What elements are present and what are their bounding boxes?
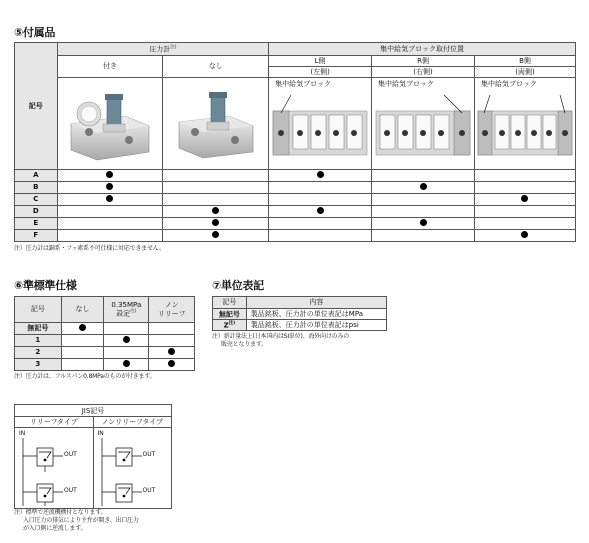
filled-dot-icon [420,183,427,190]
manifold-l-side-image [269,78,372,170]
unit-content: 製品銘板、圧力計の単位表記はMPa [246,309,386,320]
row-code: E [15,218,58,230]
filled-dot-icon [317,171,324,178]
table-cell [163,206,269,218]
unit-col-content: 内容 [246,297,386,309]
jis-note: 注）標準で逆流機構付となります。 入口圧力の排気により主弁が開き、出口圧力 が入口側に逆流します。 [14,509,139,533]
row-code: B [15,182,58,194]
filled-dot-icon [521,231,528,238]
table-cell [104,347,149,359]
row-code: 2 [15,347,62,359]
table-cell [57,218,163,230]
table-cell [372,182,475,194]
block-callout-b: 集中給気ブロック [480,80,537,89]
filled-dot-icon [106,195,113,202]
jis-nonrelief-symbol: IN OUT OUT [94,428,172,508]
block-position-header: 集中給気ブロック取付位置 [269,43,576,56]
row-code: $Z^{注)}$ [213,320,247,331]
kigou-header: 記号 [15,43,58,170]
std-col-nonrelief: ノン リリーフ [149,297,195,323]
std-col-code: 記号 [15,297,62,323]
row-code: D [15,206,58,218]
standard-table [14,296,195,371]
table-row [15,206,576,218]
block-callout-l: 集中給気ブロック [275,80,331,89]
table-row [15,323,195,335]
manifold-r-side-image [372,78,475,170]
regulator-without-gauge-image [163,78,269,170]
table-cell [269,218,372,230]
table-cell [57,182,163,194]
row-code: 無記号 [15,323,62,335]
col-b-side: B側 [474,56,575,67]
accessories-note: 注）圧力計は銅系・フッ素系不可仕様に対応できません。 [14,245,165,252]
gauge-header: 圧力計$^{注)}$ [57,43,269,56]
table-cell [57,194,163,206]
table-row [15,182,576,194]
jis-col-nonrelief: ノンリリーフタイプ [101,418,164,426]
filled-dot-icon [212,231,219,238]
units-note: 注）新計量法上(日本国内はSI単位)、海外向けのみの 販売となります。 [212,333,350,349]
table-cell [61,347,104,359]
table-row [213,309,387,320]
table-cell [269,182,372,194]
table-cell [474,182,575,194]
filled-dot-icon [168,360,175,367]
col-b-sub: (両側) [474,67,575,78]
table-cell [269,230,372,242]
filled-dot-icon [106,183,113,190]
table-row [15,218,576,230]
jis-col-relief: リリーフタイプ [15,417,94,427]
table-cell [474,206,575,218]
unit-col-code: 記号 [213,297,247,309]
filled-dot-icon [79,324,86,331]
table-cell [474,218,575,230]
table-row [15,194,576,206]
regulator-with-gauge-image [57,78,163,170]
jis-title: JIS記号 [15,405,171,417]
table-cell [163,170,269,182]
section-units-title: ⑦単位表記 [212,279,264,292]
col-l-sub: (左側) [269,67,372,78]
jis-relief-symbol: IN OUT OUT [15,428,94,508]
units-table [212,296,387,331]
filled-dot-icon [168,348,175,355]
row-code: F [15,230,58,242]
table-cell [269,170,372,182]
standard-note: 注）圧力計は、フルスパン0.8MPaのものが付きます。 [14,373,156,380]
std-col-none: なし [61,297,104,323]
table-cell [104,335,149,347]
table-cell [474,230,575,242]
table-cell [104,359,149,371]
col-r-side: R側 [372,56,475,67]
unit-content: 製品銘板、圧力計の単位表記はpsi [246,320,386,331]
filled-dot-icon [123,336,130,343]
filled-dot-icon [106,171,113,178]
filled-dot-icon [420,219,427,226]
col-with-gauge: 付き [57,56,163,78]
table-row [15,347,195,359]
section-standard-title: ⑥準標準仕様 [14,279,77,292]
section-accessories-title: ⑤付属品 [14,26,56,39]
row-code: A [15,170,58,182]
accessories-table [14,42,576,242]
table-cell [269,206,372,218]
table-row [15,230,576,242]
table-cell [163,230,269,242]
filled-dot-icon [123,360,130,367]
table-row [15,335,195,347]
row-code: 3 [15,359,62,371]
filled-dot-icon [521,195,528,202]
filled-dot-icon [317,207,324,214]
table-cell [163,182,269,194]
manifold-b-side-image [474,78,575,170]
col-r-sub: (右側) [372,67,475,78]
row-code: C [15,194,58,206]
table-row [213,320,387,331]
col-l-side: L側 [269,56,372,67]
table-cell [372,194,475,206]
table-cell [57,206,163,218]
jis-symbol-box [14,404,172,509]
table-cell [269,194,372,206]
table-cell [61,335,104,347]
table-cell [474,194,575,206]
table-row [15,170,576,182]
table-cell [104,323,149,335]
filled-dot-icon [212,207,219,214]
table-cell [57,170,163,182]
table-cell [372,170,475,182]
table-cell [61,359,104,371]
table-cell [61,323,104,335]
row-code: 1 [15,335,62,347]
table-cell [372,230,475,242]
table-cell [149,323,195,335]
table-cell [372,218,475,230]
table-row [15,359,195,371]
table-cell [163,218,269,230]
table-cell [163,194,269,206]
col-without-gauge: なし [163,56,269,78]
table-cell [149,347,195,359]
std-col-mpa: 0.35MPa 設定$^{注)}$ [104,297,149,323]
row-code: 無記号 [213,309,247,320]
table-cell [149,335,195,347]
table-cell [149,359,195,371]
filled-dot-icon [212,219,219,226]
table-cell [372,206,475,218]
table-cell [474,170,575,182]
block-callout-r: 集中給気ブロック [378,80,434,89]
table-cell [57,230,163,242]
